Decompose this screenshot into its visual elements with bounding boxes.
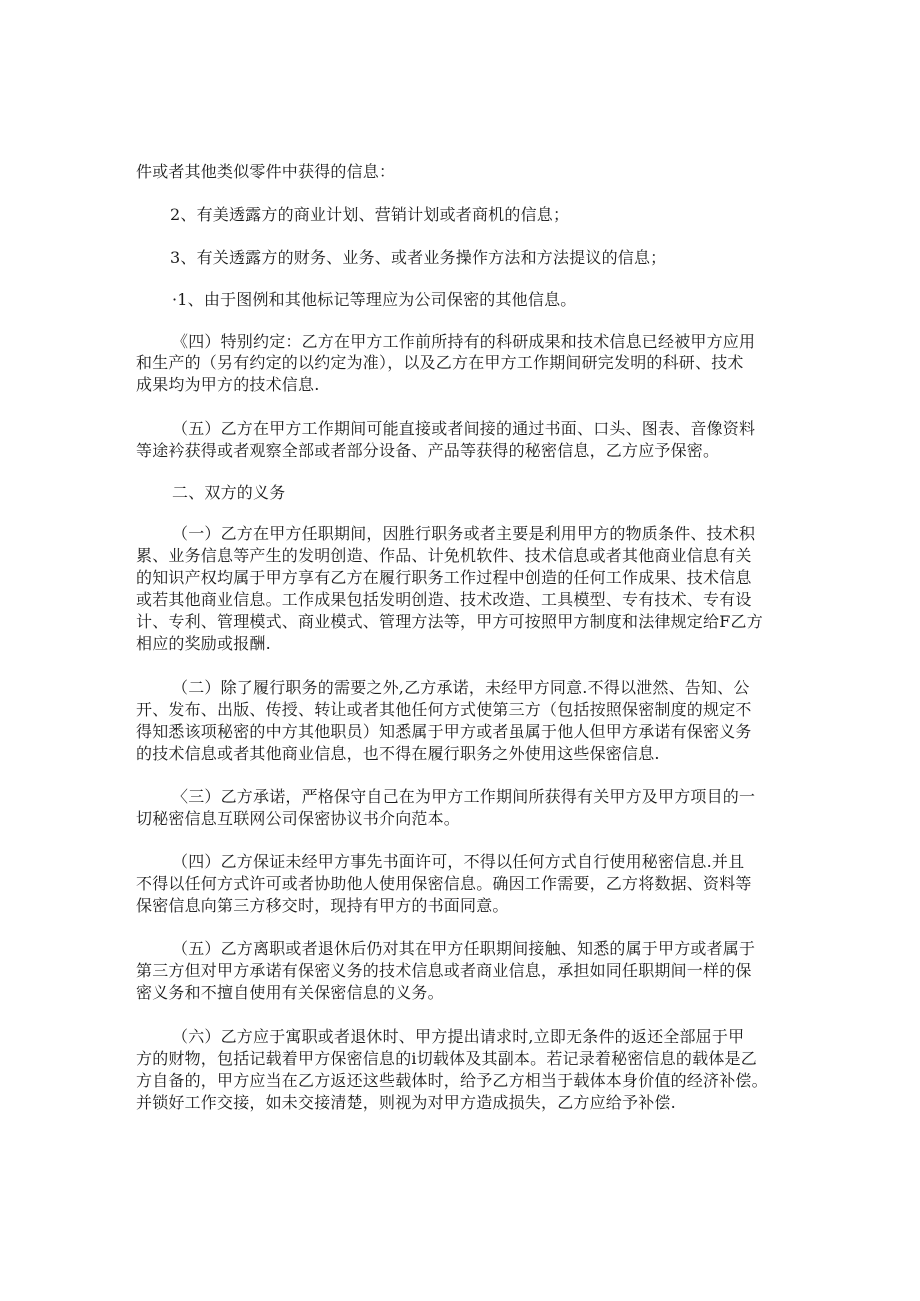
paragraph-line: 方自备的，甲方应当在乙方返还这些载体时，给予乙方相当于载体本身价值的经济补偿。 <box>136 1071 768 1090</box>
paragraph-line: 相应的奖励或报酬. <box>136 634 271 653</box>
paragraph-line: 的知识产权均属于甲方享有乙方在履行职务工作过程中创造的任何工作成果、技术信息 <box>136 568 752 587</box>
paragraph-line: （五）乙方离职或者退休后仍对其在甲方任职期间接触、知悉的属于甲方或者属于 <box>172 939 756 958</box>
paragraph-line: 的技术信息或者其他商业信息，也不得在履行职务之外使用这些保密信息. <box>136 744 660 763</box>
list-item: ·1、由于图例和其他标记等理应为公司保密的其他信息。 <box>172 290 577 309</box>
paragraph-line: 得知悉该项秘密的中方其他职员）知悉属于甲方或者虽属于他人但甲方承诺有保密义务 <box>136 722 752 741</box>
paragraph-line: 切秘密信息互联网公司保密协议书介向范本。 <box>136 809 461 828</box>
paragraph-line: 并锁好工作交接，如未交接清楚，则视为对甲方造成损失，乙方应给予补偿. <box>136 1093 676 1112</box>
text-line: 件或者其他类似零件中获得的信息： <box>136 162 396 181</box>
paragraph-line: 不得以任何方式许可或者协助他人使用保密信息。确因工作需要，乙方将数据、资料等 <box>136 874 752 893</box>
paragraph-line: 和生产的（另有约定的以约定为准），以及乙方在甲方工作期间研完发明的科研、技术 <box>136 353 744 372</box>
paragraph-line: 等途衿获得或者观察全部或者部分设备、产品等获得的秘密信息，乙方应予保密。 <box>136 441 720 460</box>
paragraph-line: 累、业务信息等产生的发明创造、作品、计免机软件、技术信息或者其他商业信息有关 <box>136 546 752 565</box>
paragraph-line: 计、专利、管理模式、商业模式、管理方法等，甲方可按照甲方制度和法律规定给F乙方 <box>136 612 763 631</box>
paragraph-line: （五）乙方在甲方工作期间可能直接或者间接的通过书面、口头、图表、音像资料 <box>172 419 756 438</box>
paragraph-line: 或若其他商业信息。工作成果包括发明创造、技术改造、工具模型、专有技术、专有设 <box>136 590 752 609</box>
paragraph-line: （四）乙方保证未经甲方事先书面许可，不得以任何方式自行使用秘密信息.并且 <box>172 852 745 871</box>
paragraph-line: 保密信息向第三方移交时，现持有甲方的书面同意。 <box>136 896 509 915</box>
list-item: 2、有美透露方的商业计划、营销计划或者商机的信息； <box>170 205 570 224</box>
section-heading: 二、双方的义务 <box>172 483 286 502</box>
paragraph-line: 密义务和不擅自使用有关保密信息的义务。 <box>136 983 444 1002</box>
paragraph-line: 〈三）乙方承诺，严格保守自己在为甲方工作期间所获得有关甲方及甲方项目的一 <box>172 787 756 806</box>
paragraph-line: （二）除了履行职务的需要之外,乙方承诺，未经甲方同意.不得以泄然、告知、公 <box>172 678 750 697</box>
paragraph-line: 第三方但对甲方承诺有保密义务的技术信息或者商业信息，承担如同任职期间一样的保 <box>136 961 752 980</box>
paragraph-line: （六）乙方应于寓职或者退休时、甲方提出请求时,立即无条件的返还全部屈于甲 <box>172 1027 745 1046</box>
paragraph-line: （一）乙方在甲方任职期间，因胜行职务或者主要是利用甲方的物质条件、技术积 <box>172 524 756 543</box>
paragraph-line: 《四）特别约定：乙方在甲方工作前所持有的科研成果和技术信息已经被甲方应用 <box>172 332 756 351</box>
paragraph-line: 成果均为甲方的技术信息. <box>136 375 320 394</box>
paragraph-line: 方的财物，包括记载着甲方保密信息的i切载体及其副本。若记录着秘密信息的载体是乙 <box>136 1049 757 1068</box>
paragraph-line: 开、发布、出版、传授、转让或者其他任何方式使第三方（包括按照保密制度的规定不 <box>136 700 752 719</box>
list-item: 3、有关透露方的财务、业务、或者业务操作方法和方法提议的信息； <box>170 248 667 267</box>
